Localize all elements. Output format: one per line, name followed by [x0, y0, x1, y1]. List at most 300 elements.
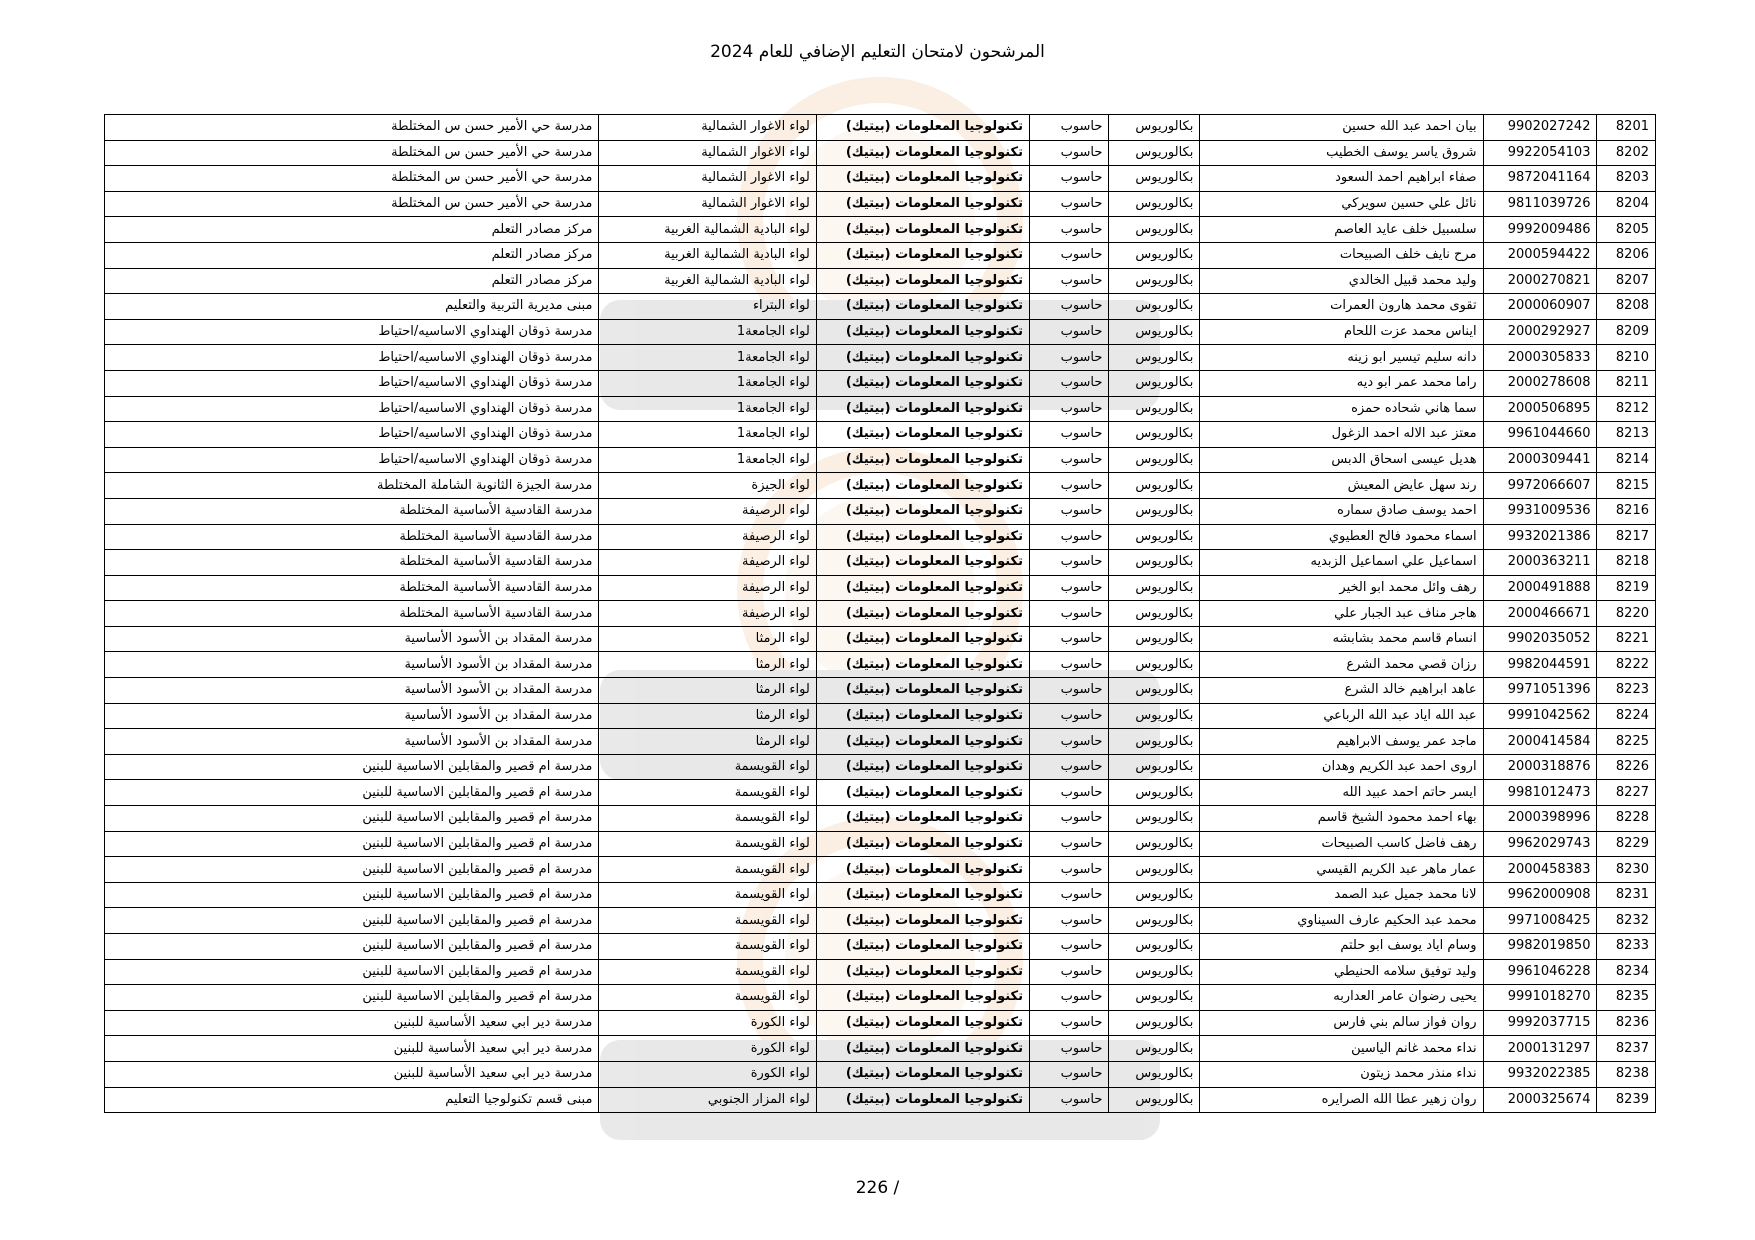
candidate-name-cell: ايسر حاتم احمد عبيد الله	[1200, 780, 1483, 806]
exam-center-cell: مدرسة المقداد بن الأسود الأساسية	[105, 703, 599, 729]
sequence-cell: 8207	[1597, 268, 1656, 294]
degree-cell: بكالوريوس	[1109, 294, 1200, 320]
degree-cell: بكالوريوس	[1109, 1010, 1200, 1036]
certificate-cell: تكنولوجيا المعلومات (بيتيك)	[816, 831, 1029, 857]
table-row	[105, 908, 1656, 934]
specialization-cell: حاسوب	[1030, 959, 1109, 985]
sequence-cell: 8203	[1597, 166, 1656, 192]
degree-cell: بكالوريوس	[1109, 396, 1200, 422]
degree-cell: بكالوريوس	[1109, 652, 1200, 678]
table-row	[105, 601, 1656, 627]
national-id-cell: 2000309441	[1483, 447, 1597, 473]
sequence-cell: 8231	[1597, 882, 1656, 908]
directorate-cell: لواء الرصيفة	[599, 550, 816, 576]
directorate-cell: لواء القويسمة	[599, 959, 816, 985]
national-id-cell: 9922054103	[1483, 140, 1597, 166]
directorate-cell: لواء القويسمة	[599, 780, 816, 806]
national-id-cell: 2000292927	[1483, 319, 1597, 345]
sequence-cell: 8232	[1597, 908, 1656, 934]
directorate-cell: لواء الجامعة1	[599, 422, 816, 448]
certificate-cell: تكنولوجيا المعلومات (بيتيك)	[816, 908, 1029, 934]
table-row	[105, 498, 1656, 524]
directorate-cell: لواء الكورة	[599, 1010, 816, 1036]
certificate-cell: تكنولوجيا المعلومات (بيتيك)	[816, 140, 1029, 166]
certificate-cell: تكنولوجيا المعلومات (بيتيك)	[816, 652, 1029, 678]
national-id-cell: 2000131297	[1483, 1036, 1597, 1062]
exam-center-cell: مدرسة ذوقان الهنداوي الاساسيه/احتياط	[105, 345, 599, 371]
certificate-cell: تكنولوجيا المعلومات (بيتيك)	[816, 370, 1029, 396]
table-row	[105, 729, 1656, 755]
certificate-cell: تكنولوجيا المعلومات (بيتيك)	[816, 1036, 1029, 1062]
candidate-name-cell: لانا محمد جميل عبد الصمد	[1200, 882, 1483, 908]
degree-cell: بكالوريوس	[1109, 166, 1200, 192]
directorate-cell: لواء الاغوار الشمالية	[599, 140, 816, 166]
specialization-cell: حاسوب	[1030, 934, 1109, 960]
specialization-cell: حاسوب	[1030, 626, 1109, 652]
sequence-cell: 8239	[1597, 1087, 1656, 1113]
specialization-cell: حاسوب	[1030, 140, 1109, 166]
table-row	[105, 268, 1656, 294]
specialization-cell: حاسوب	[1030, 1010, 1109, 1036]
exam-center-cell: مدرسة حي الأمير حسن س المختلطة	[105, 166, 599, 192]
exam-center-cell: مركز مصادر التعلم	[105, 217, 599, 243]
sequence-cell: 8209	[1597, 319, 1656, 345]
candidate-name-cell: اروى احمد عبد الكريم وهدان	[1200, 754, 1483, 780]
specialization-cell: حاسوب	[1030, 319, 1109, 345]
specialization-cell: حاسوب	[1030, 370, 1109, 396]
degree-cell: بكالوريوس	[1109, 882, 1200, 908]
table-row	[105, 422, 1656, 448]
table-row	[105, 550, 1656, 576]
certificate-cell: تكنولوجيا المعلومات (بيتيك)	[816, 242, 1029, 268]
exam-center-cell: مركز مصادر التعلم	[105, 242, 599, 268]
directorate-cell: لواء الجامعة1	[599, 345, 816, 371]
sequence-cell: 8213	[1597, 422, 1656, 448]
specialization-cell: حاسوب	[1030, 780, 1109, 806]
certificate-cell: تكنولوجيا المعلومات (بيتيك)	[816, 294, 1029, 320]
candidate-name-cell: سلسبيل خلف عايد العاصم	[1200, 217, 1483, 243]
candidate-name-cell: شروق ياسر يوسف الخطيب	[1200, 140, 1483, 166]
exam-center-cell: مدرسة ام قصير والمقابلين الاساسية للبنين	[105, 806, 599, 832]
national-id-cell: 9971051396	[1483, 678, 1597, 704]
sequence-cell: 8201	[1597, 115, 1656, 141]
national-id-cell: 9992009486	[1483, 217, 1597, 243]
sequence-cell: 8229	[1597, 831, 1656, 857]
exam-center-cell: مبنى مديرية التربية والتعليم	[105, 294, 599, 320]
certificate-cell: تكنولوجيا المعلومات (بيتيك)	[816, 703, 1029, 729]
exam-center-cell: مدرسة دير ابي سعيد الأساسية للبنين	[105, 1061, 599, 1087]
table-row	[105, 1010, 1656, 1036]
sequence-cell: 8212	[1597, 396, 1656, 422]
certificate-cell: تكنولوجيا المعلومات (بيتيك)	[816, 217, 1029, 243]
certificate-cell: تكنولوجيا المعلومات (بيتيك)	[816, 524, 1029, 550]
certificate-cell: تكنولوجيا المعلومات (بيتيك)	[816, 754, 1029, 780]
directorate-cell: لواء الرمثا	[599, 729, 816, 755]
directorate-cell: لواء الرمثا	[599, 626, 816, 652]
degree-cell: بكالوريوس	[1109, 217, 1200, 243]
directorate-cell: لواء القويسمة	[599, 754, 816, 780]
sequence-cell: 8226	[1597, 754, 1656, 780]
specialization-cell: حاسوب	[1030, 242, 1109, 268]
degree-cell: بكالوريوس	[1109, 626, 1200, 652]
directorate-cell: لواء الاغوار الشمالية	[599, 115, 816, 141]
directorate-cell: لواء البتراء	[599, 294, 816, 320]
certificate-cell: تكنولوجيا المعلومات (بيتيك)	[816, 422, 1029, 448]
candidate-name-cell: تقوى محمد هارون العمرات	[1200, 294, 1483, 320]
national-id-cell: 2000506895	[1483, 396, 1597, 422]
degree-cell: بكالوريوس	[1109, 422, 1200, 448]
table-row	[105, 806, 1656, 832]
certificate-cell: تكنولوجيا المعلومات (بيتيك)	[816, 1087, 1029, 1113]
national-id-cell: 2000278608	[1483, 370, 1597, 396]
table-row	[105, 294, 1656, 320]
exam-center-cell: مدرسة حي الأمير حسن س المختلطة	[105, 115, 599, 141]
directorate-cell: لواء الرمثا	[599, 652, 816, 678]
sequence-cell: 8224	[1597, 703, 1656, 729]
directorate-cell: لواء الرصيفة	[599, 575, 816, 601]
candidate-name-cell: يحيى رضوان عامر العداربه	[1200, 985, 1483, 1011]
national-id-cell: 9932021386	[1483, 524, 1597, 550]
national-id-cell: 9961046228	[1483, 959, 1597, 985]
sequence-cell: 8227	[1597, 780, 1656, 806]
degree-cell: بكالوريوس	[1109, 857, 1200, 883]
specialization-cell: حاسوب	[1030, 115, 1109, 141]
degree-cell: بكالوريوس	[1109, 191, 1200, 217]
candidate-name-cell: محمد عبد الحكيم عارف السيناوي	[1200, 908, 1483, 934]
directorate-cell: لواء القويسمة	[599, 857, 816, 883]
degree-cell: بكالوريوس	[1109, 806, 1200, 832]
candidate-name-cell: ايناس محمد عزت اللحام	[1200, 319, 1483, 345]
exam-center-cell: مدرسة دير ابي سعيد الأساسية للبنين	[105, 1010, 599, 1036]
certificate-cell: تكنولوجيا المعلومات (بيتيك)	[816, 473, 1029, 499]
certificate-cell: تكنولوجيا المعلومات (بيتيك)	[816, 550, 1029, 576]
specialization-cell: حاسوب	[1030, 831, 1109, 857]
candidate-name-cell: راما محمد عمر ابو ديه	[1200, 370, 1483, 396]
degree-cell: بكالوريوس	[1109, 985, 1200, 1011]
national-id-cell: 2000325674	[1483, 1087, 1597, 1113]
candidates-table	[104, 114, 1656, 1113]
specialization-cell: حاسوب	[1030, 1061, 1109, 1087]
exam-center-cell: مدرسة ذوقان الهنداوي الاساسيه/احتياط	[105, 396, 599, 422]
certificate-cell: تكنولوجيا المعلومات (بيتيك)	[816, 319, 1029, 345]
sequence-cell: 8236	[1597, 1010, 1656, 1036]
degree-cell: بكالوريوس	[1109, 959, 1200, 985]
certificate-cell: تكنولوجيا المعلومات (بيتيك)	[816, 345, 1029, 371]
candidate-name-cell: اسماعيل علي اسماعيل الزبديه	[1200, 550, 1483, 576]
degree-cell: بكالوريوس	[1109, 780, 1200, 806]
exam-center-cell: مدرسة حي الأمير حسن س المختلطة	[105, 140, 599, 166]
certificate-cell: تكنولوجيا المعلومات (بيتيك)	[816, 959, 1029, 985]
directorate-cell: لواء الرصيفة	[599, 601, 816, 627]
specialization-cell: حاسوب	[1030, 806, 1109, 832]
directorate-cell: لواء القويسمة	[599, 806, 816, 832]
sequence-cell: 8216	[1597, 498, 1656, 524]
national-id-cell: 2000466671	[1483, 601, 1597, 627]
exam-center-cell: مدرسة ام قصير والمقابلين الاساسية للبنين	[105, 959, 599, 985]
degree-cell: بكالوريوس	[1109, 473, 1200, 499]
national-id-cell: 9971008425	[1483, 908, 1597, 934]
national-id-cell: 9872041164	[1483, 166, 1597, 192]
sequence-cell: 8211	[1597, 370, 1656, 396]
exam-center-cell: مدرسة ام قصير والمقابلين الاساسية للبنين	[105, 857, 599, 883]
certificate-cell: تكنولوجيا المعلومات (بيتيك)	[816, 498, 1029, 524]
directorate-cell: لواء القويسمة	[599, 934, 816, 960]
page-title: المرشحون لامتحان التعليم الإضافي للعام 2024	[710, 42, 1045, 62]
degree-cell: بكالوريوس	[1109, 550, 1200, 576]
specialization-cell: حاسوب	[1030, 601, 1109, 627]
specialization-cell: حاسوب	[1030, 524, 1109, 550]
directorate-cell: لواء الرصيفة	[599, 498, 816, 524]
sequence-cell: 8210	[1597, 345, 1656, 371]
directorate-cell: لواء القويسمة	[599, 831, 816, 857]
national-id-cell: 9991042562	[1483, 703, 1597, 729]
exam-center-cell: مدرسة المقداد بن الأسود الأساسية	[105, 652, 599, 678]
degree-cell: بكالوريوس	[1109, 831, 1200, 857]
sequence-cell: 8235	[1597, 985, 1656, 1011]
sequence-cell: 8220	[1597, 601, 1656, 627]
certificate-cell: تكنولوجيا المعلومات (بيتيك)	[816, 882, 1029, 908]
specialization-cell: حاسوب	[1030, 550, 1109, 576]
certificate-cell: تكنولوجيا المعلومات (بيتيك)	[816, 857, 1029, 883]
table-row	[105, 626, 1656, 652]
table-row	[105, 319, 1656, 345]
degree-cell: بكالوريوس	[1109, 447, 1200, 473]
exam-center-cell: مدرسة القادسية الأساسية المختلطة	[105, 550, 599, 576]
directorate-cell: لواء البادية الشمالية الغربية	[599, 268, 816, 294]
sequence-cell: 8205	[1597, 217, 1656, 243]
exam-center-cell: مبنى قسم تكنولوجيا التعليم	[105, 1087, 599, 1113]
directorate-cell: لواء الجامعة1	[599, 370, 816, 396]
table-row	[105, 678, 1656, 704]
candidate-name-cell: رهف وائل محمد ابو الخير	[1200, 575, 1483, 601]
sequence-cell: 8218	[1597, 550, 1656, 576]
exam-center-cell: مدرسة ذوقان الهنداوي الاساسيه/احتياط	[105, 370, 599, 396]
directorate-cell: لواء الاغوار الشمالية	[599, 191, 816, 217]
national-id-cell: 2000398996	[1483, 806, 1597, 832]
exam-center-cell: مدرسة المقداد بن الأسود الأساسية	[105, 678, 599, 704]
national-id-cell: 2000458383	[1483, 857, 1597, 883]
certificate-cell: تكنولوجيا المعلومات (بيتيك)	[816, 1061, 1029, 1087]
candidate-name-cell: بيان احمد عبد الله حسين	[1200, 115, 1483, 141]
table-row	[105, 242, 1656, 268]
national-id-cell: 9902027242	[1483, 115, 1597, 141]
candidate-name-cell: روان فواز سالم بني فارس	[1200, 1010, 1483, 1036]
national-id-cell: 9972066607	[1483, 473, 1597, 499]
candidate-name-cell: انسام قاسم محمد بشابشه	[1200, 626, 1483, 652]
candidate-name-cell: عبد الله اياد عبد الله الرباعي	[1200, 703, 1483, 729]
directorate-cell: لواء البادية الشمالية الغربية	[599, 217, 816, 243]
national-id-cell: 9982019850	[1483, 934, 1597, 960]
candidate-name-cell: وسام اياد يوسف ابو حلتم	[1200, 934, 1483, 960]
specialization-cell: حاسوب	[1030, 729, 1109, 755]
certificate-cell: تكنولوجيا المعلومات (بيتيك)	[816, 191, 1029, 217]
directorate-cell: لواء القويسمة	[599, 882, 816, 908]
candidate-name-cell: بهاء احمد محمود الشيخ قاسم	[1200, 806, 1483, 832]
certificate-cell: تكنولوجيا المعلومات (بيتيك)	[816, 729, 1029, 755]
candidate-name-cell: دانه سليم تيسير ابو زينه	[1200, 345, 1483, 371]
certificate-cell: تكنولوجيا المعلومات (بيتيك)	[816, 575, 1029, 601]
specialization-cell: حاسوب	[1030, 857, 1109, 883]
table-row	[105, 1087, 1656, 1113]
directorate-cell: لواء الجامعة1	[599, 447, 816, 473]
degree-cell: بكالوريوس	[1109, 498, 1200, 524]
exam-center-cell: مدرسة دير ابي سعيد الأساسية للبنين	[105, 1036, 599, 1062]
sequence-cell: 8230	[1597, 857, 1656, 883]
national-id-cell: 9811039726	[1483, 191, 1597, 217]
exam-center-cell: مدرسة ام قصير والمقابلين الاساسية للبنين	[105, 882, 599, 908]
certificate-cell: تكنولوجيا المعلومات (بيتيك)	[816, 780, 1029, 806]
sequence-cell: 8225	[1597, 729, 1656, 755]
specialization-cell: حاسوب	[1030, 1036, 1109, 1062]
sequence-cell: 8234	[1597, 959, 1656, 985]
national-id-cell: 2000414584	[1483, 729, 1597, 755]
sequence-cell: 8204	[1597, 191, 1656, 217]
certificate-cell: تكنولوجيا المعلومات (بيتيك)	[816, 985, 1029, 1011]
candidate-name-cell: مرح نايف خلف الصبيحات	[1200, 242, 1483, 268]
specialization-cell: حاسوب	[1030, 678, 1109, 704]
candidate-name-cell: رزان قصي محمد الشرع	[1200, 652, 1483, 678]
sequence-cell: 8223	[1597, 678, 1656, 704]
national-id-cell: 9961044660	[1483, 422, 1597, 448]
table-row	[105, 780, 1656, 806]
directorate-cell: لواء الرمثا	[599, 703, 816, 729]
national-id-cell: 2000594422	[1483, 242, 1597, 268]
sequence-cell: 8219	[1597, 575, 1656, 601]
table-row	[105, 447, 1656, 473]
sequence-cell: 8222	[1597, 652, 1656, 678]
degree-cell: بكالوريوس	[1109, 934, 1200, 960]
directorate-cell: لواء الكورة	[599, 1061, 816, 1087]
table-row	[105, 191, 1656, 217]
degree-cell: بكالوريوس	[1109, 319, 1200, 345]
national-id-cell: 9981012473	[1483, 780, 1597, 806]
directorate-cell: لواء القويسمة	[599, 908, 816, 934]
candidate-name-cell: وليد محمد قبيل الخالدي	[1200, 268, 1483, 294]
candidate-name-cell: روان زهير عطا الله الصرايره	[1200, 1087, 1483, 1113]
degree-cell: بكالوريوس	[1109, 140, 1200, 166]
specialization-cell: حاسوب	[1030, 166, 1109, 192]
sequence-cell: 8206	[1597, 242, 1656, 268]
exam-center-cell: مركز مصادر التعلم	[105, 268, 599, 294]
directorate-cell: لواء الرصيفة	[599, 524, 816, 550]
certificate-cell: تكنولوجيا المعلومات (بيتيك)	[816, 626, 1029, 652]
directorate-cell: لواء الكورة	[599, 1036, 816, 1062]
sequence-cell: 8217	[1597, 524, 1656, 550]
directorate-cell: لواء البادية الشمالية الغربية	[599, 242, 816, 268]
candidate-name-cell: هاجر مناف عبد الجبار علي	[1200, 601, 1483, 627]
table-row	[105, 934, 1656, 960]
national-id-cell: 2000491888	[1483, 575, 1597, 601]
specialization-cell: حاسوب	[1030, 447, 1109, 473]
candidate-name-cell: معتز عبد الاله احمد الزغول	[1200, 422, 1483, 448]
national-id-cell: 9962029743	[1483, 831, 1597, 857]
exam-center-cell: مدرسة القادسية الأساسية المختلطة	[105, 601, 599, 627]
candidate-name-cell: عمار ماهر عبد الكريم القيسي	[1200, 857, 1483, 883]
certificate-cell: تكنولوجيا المعلومات (بيتيك)	[816, 934, 1029, 960]
specialization-cell: حاسوب	[1030, 473, 1109, 499]
table-row	[105, 703, 1656, 729]
degree-cell: بكالوريوس	[1109, 575, 1200, 601]
degree-cell: بكالوريوس	[1109, 601, 1200, 627]
national-id-cell: 2000363211	[1483, 550, 1597, 576]
degree-cell: بكالوريوس	[1109, 1036, 1200, 1062]
candidate-name-cell: رهف فاضل كاسب الصبيحات	[1200, 831, 1483, 857]
degree-cell: بكالوريوس	[1109, 524, 1200, 550]
certificate-cell: تكنولوجيا المعلومات (بيتيك)	[816, 447, 1029, 473]
exam-center-cell: مدرسة القادسية الأساسية المختلطة	[105, 575, 599, 601]
candidate-name-cell: نداء منذر محمد زيتون	[1200, 1061, 1483, 1087]
directorate-cell: لواء المزار الجنوبي	[599, 1087, 816, 1113]
specialization-cell: حاسوب	[1030, 396, 1109, 422]
table-row	[105, 217, 1656, 243]
directorate-cell: لواء الاغوار الشمالية	[599, 166, 816, 192]
certificate-cell: تكنولوجيا المعلومات (بيتيك)	[816, 1010, 1029, 1036]
national-id-cell: 9902035052	[1483, 626, 1597, 652]
exam-center-cell: مدرسة حي الأمير حسن س المختلطة	[105, 191, 599, 217]
page-number: 226 /	[855, 1178, 900, 1198]
exam-center-cell: مدرسة ام قصير والمقابلين الاساسية للبنين	[105, 934, 599, 960]
specialization-cell: حاسوب	[1030, 754, 1109, 780]
degree-cell: بكالوريوس	[1109, 370, 1200, 396]
candidate-name-cell: هديل عيسى اسحاق الدبس	[1200, 447, 1483, 473]
exam-center-cell: مدرسة ام قصير والمقابلين الاساسية للبنين	[105, 831, 599, 857]
table-row	[105, 396, 1656, 422]
degree-cell: بكالوريوس	[1109, 115, 1200, 141]
candidate-name-cell: نداء محمد غانم الياسين	[1200, 1036, 1483, 1062]
degree-cell: بكالوريوس	[1109, 268, 1200, 294]
table-row	[105, 166, 1656, 192]
exam-center-cell: مدرسة القادسية الأساسية المختلطة	[105, 524, 599, 550]
candidate-name-cell: ماجد عمر يوسف الابراهيم	[1200, 729, 1483, 755]
table-row	[105, 575, 1656, 601]
table-row	[105, 652, 1656, 678]
specialization-cell: حاسوب	[1030, 294, 1109, 320]
certificate-cell: تكنولوجيا المعلومات (بيتيك)	[816, 806, 1029, 832]
candidate-name-cell: عاهد ابراهيم خالد الشرع	[1200, 678, 1483, 704]
specialization-cell: حاسوب	[1030, 575, 1109, 601]
directorate-cell: لواء الرمثا	[599, 678, 816, 704]
exam-center-cell: مدرسة الجيزة الثانوية الشاملة المختلطة	[105, 473, 599, 499]
exam-center-cell: مدرسة ذوقان الهنداوي الاساسيه/احتياط	[105, 447, 599, 473]
exam-center-cell: مدرسة المقداد بن الأسود الأساسية	[105, 626, 599, 652]
certificate-cell: تكنولوجيا المعلومات (بيتيك)	[816, 601, 1029, 627]
specialization-cell: حاسوب	[1030, 498, 1109, 524]
national-id-cell: 2000060907	[1483, 294, 1597, 320]
specialization-cell: حاسوب	[1030, 882, 1109, 908]
candidate-name-cell: رند سهل عايض المعيش	[1200, 473, 1483, 499]
degree-cell: بكالوريوس	[1109, 1061, 1200, 1087]
degree-cell: بكالوريوس	[1109, 729, 1200, 755]
national-id-cell: 9991018270	[1483, 985, 1597, 1011]
sequence-cell: 8221	[1597, 626, 1656, 652]
table-row	[105, 1036, 1656, 1062]
directorate-cell: لواء الجيزة	[599, 473, 816, 499]
sequence-cell: 8208	[1597, 294, 1656, 320]
specialization-cell: حاسوب	[1030, 422, 1109, 448]
table-row	[105, 831, 1656, 857]
table-row	[105, 140, 1656, 166]
exam-center-cell: مدرسة ام قصير والمقابلين الاساسية للبنين	[105, 908, 599, 934]
national-id-cell: 9932022385	[1483, 1061, 1597, 1087]
specialization-cell: حاسوب	[1030, 268, 1109, 294]
certificate-cell: تكنولوجيا المعلومات (بيتيك)	[816, 115, 1029, 141]
specialization-cell: حاسوب	[1030, 217, 1109, 243]
directorate-cell: لواء الجامعة1	[599, 319, 816, 345]
certificate-cell: تكنولوجيا المعلومات (بيتيك)	[816, 396, 1029, 422]
candidate-name-cell: اسماء محمود فالح العطيوي	[1200, 524, 1483, 550]
sequence-cell: 8214	[1597, 447, 1656, 473]
table-row	[105, 370, 1656, 396]
